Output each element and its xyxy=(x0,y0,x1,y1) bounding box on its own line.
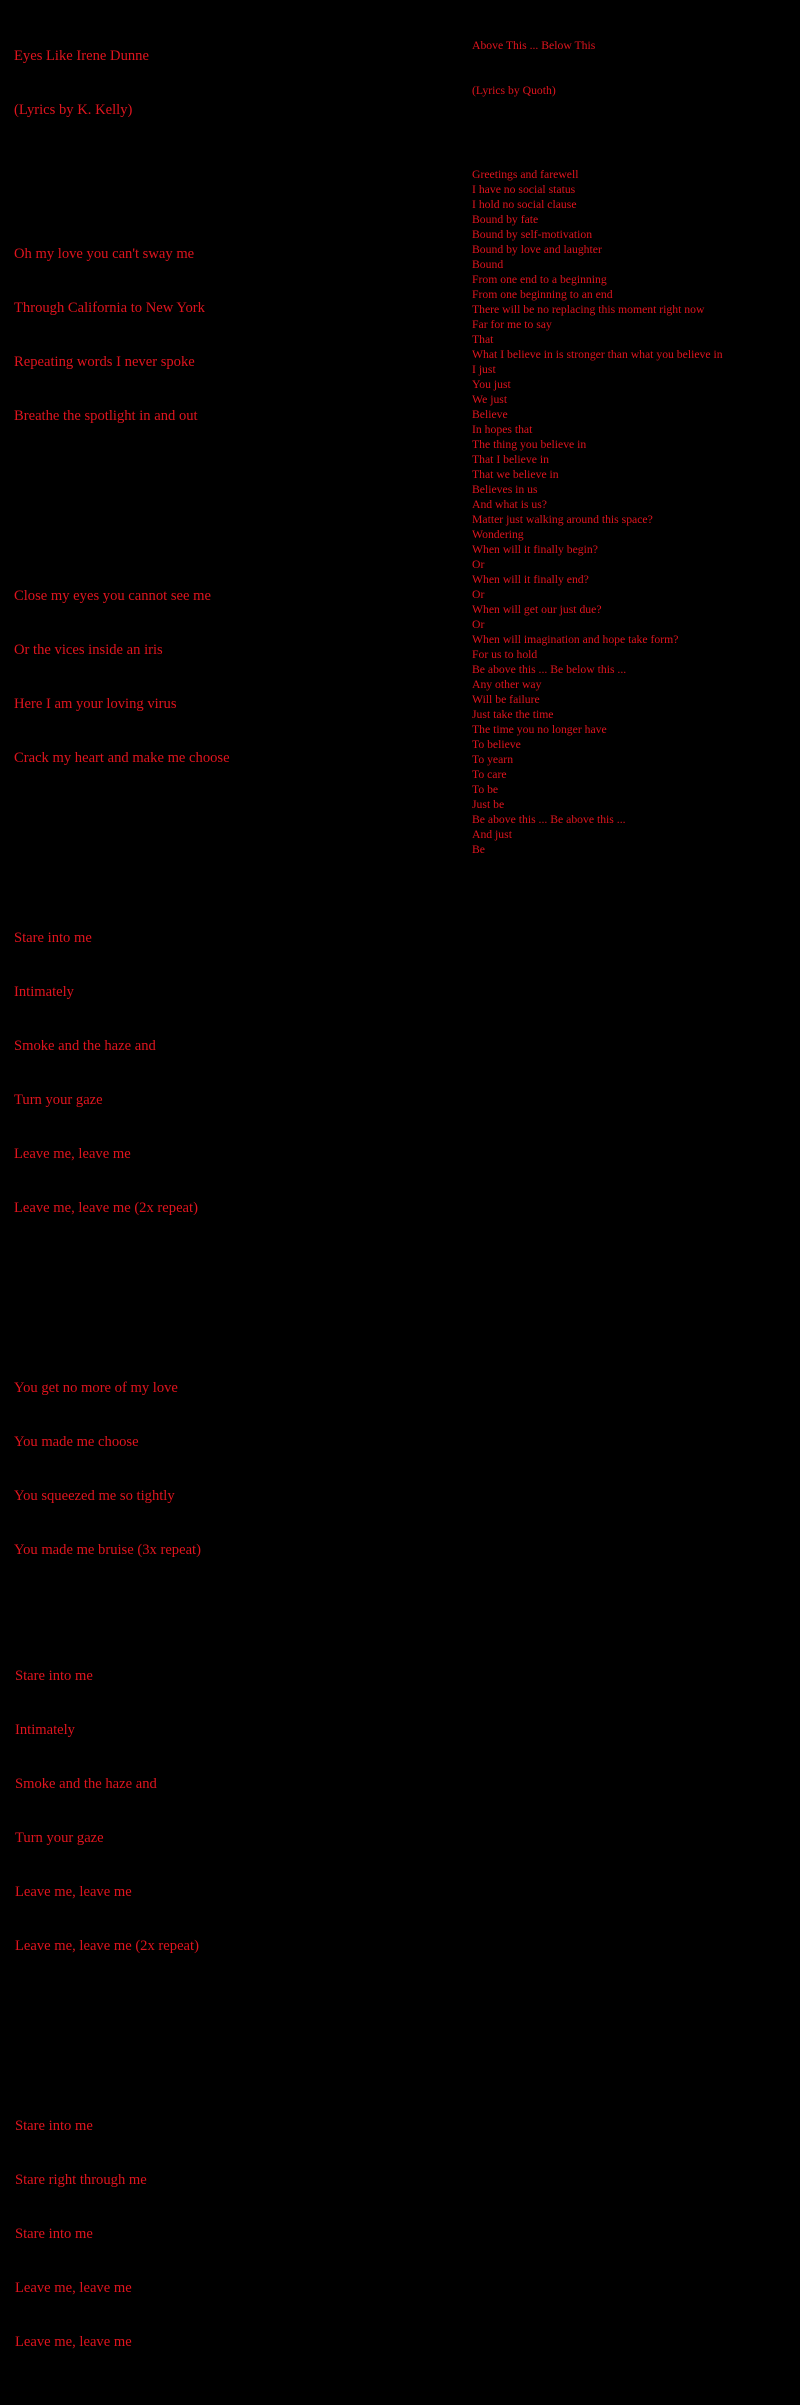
lyric-line: Oh my love you can't sway me xyxy=(14,246,195,262)
lyric-line: Smoke and the haze and xyxy=(15,1776,157,1792)
lyric-line: Be xyxy=(472,843,485,856)
lyric-line: That we believe in xyxy=(472,468,559,481)
lyric-line: Here I am your loving virus xyxy=(14,696,177,712)
lyric-line: Turn your gaze xyxy=(15,1830,104,1846)
lyric-line: Close my eyes you cannot see me xyxy=(14,588,211,604)
lyric-line: Leave me, leave me xyxy=(15,2280,132,2296)
lyric-line: Repeating words I never spoke xyxy=(14,354,195,370)
stanza-3 xyxy=(14,893,230,1253)
lyric-line: I have no social status xyxy=(472,183,576,196)
lyric-line: When will it finally end? xyxy=(472,573,589,586)
lyric-line: From one beginning to an end xyxy=(472,288,613,301)
lyric-line: You squeezed me so tightly xyxy=(14,1488,175,1504)
stanza-2 xyxy=(14,551,230,803)
right-lyrics-column xyxy=(472,8,723,872)
lyric-line: That xyxy=(472,333,494,346)
lyric-line: Breathe the spotlight in and out xyxy=(14,408,198,424)
stanza-4 xyxy=(14,1343,230,1595)
lyric-line: When will imagination and hope take form? xyxy=(472,633,679,646)
lyric-line: And just xyxy=(472,828,512,841)
lyric-line: Bound xyxy=(472,258,504,271)
lyric-line: In hopes that xyxy=(472,423,533,436)
lyric-line: Any other way xyxy=(472,678,542,691)
lyric-line: For us to hold xyxy=(472,648,538,661)
lyric-line: You made me choose xyxy=(14,1434,139,1450)
lyric-line: To be xyxy=(472,783,499,796)
lyric-line: There will be no replacing this moment right now xyxy=(472,303,705,316)
song-title: Above This ... Below This xyxy=(472,39,596,52)
lyric-line: I hold no social clause xyxy=(472,198,577,211)
lyric-line: Bound by self-motivation xyxy=(472,228,593,241)
lyric-line: To yearn xyxy=(472,753,514,766)
lyric-line: Matter just walking around this space? xyxy=(472,513,653,526)
lyric-line: Stare right through me xyxy=(15,2172,147,2188)
lyric-line: You get no more of my love xyxy=(14,1380,178,1396)
song-credit: (Lyrics by Quoth) xyxy=(472,84,556,97)
lyric-line: Will be failure xyxy=(472,693,540,706)
lyric-lines xyxy=(472,167,723,857)
lyric-line: We just xyxy=(472,393,508,406)
lyric-line: The time you no longer have xyxy=(472,723,607,736)
lyric-line: Intimately xyxy=(15,1722,75,1738)
lyric-line: To believe xyxy=(472,738,521,751)
lyric-line: Far for me to say xyxy=(472,318,552,331)
lyric-line: That I believe in xyxy=(472,453,549,466)
lyric-line: Crack my heart and make me choose xyxy=(14,750,230,766)
lyric-line: Leave me, leave me xyxy=(15,2334,132,2350)
lyric-line: Just take the time xyxy=(472,708,554,721)
lyric-line: Or xyxy=(472,558,485,571)
lyric-line: When will it finally begin? xyxy=(472,543,598,556)
left-lyrics-column xyxy=(14,11,230,2405)
lyric-line: Greetings and farewell xyxy=(472,168,579,181)
lyric-line: Be above this ... Be above this ... xyxy=(472,813,626,826)
stanza-6 xyxy=(15,2081,230,2387)
lyric-line: You just xyxy=(472,378,511,391)
song-credit: (Lyrics by K. Kelly) xyxy=(14,102,133,118)
lyric-line: Or xyxy=(472,618,485,631)
lyric-line: The thing you believe in xyxy=(472,438,587,451)
song-title: Eyes Like Irene Dunne xyxy=(14,48,149,64)
lyric-line: Through California to New York xyxy=(14,300,205,316)
lyric-line: Be above this ... Be below this ... xyxy=(472,663,627,676)
lyric-line: And what is us? xyxy=(472,498,547,511)
lyric-line: Stare into me xyxy=(15,2118,93,2134)
lyric-line: Believes in us xyxy=(472,483,538,496)
lyric-line: Or xyxy=(472,588,485,601)
lyric-line: Believe xyxy=(472,408,508,421)
stanza-1 xyxy=(14,209,230,461)
lyric-line: To care xyxy=(472,768,507,781)
lyric-line: Just be xyxy=(472,798,505,811)
lyric-line: Leave me, leave me xyxy=(15,1884,132,1900)
lyric-line: Wondering xyxy=(472,528,524,541)
lyric-line: Smoke and the haze and xyxy=(14,1038,156,1054)
lyric-line: Stare into me xyxy=(15,2226,93,2242)
lyric-line: I just xyxy=(472,363,496,376)
lyric-line: Stare into me xyxy=(14,930,92,946)
lyric-line: Or the vices inside an iris xyxy=(14,642,163,658)
lyric-line: Bound by love and laughter xyxy=(472,243,602,256)
lyric-line: Stare into me xyxy=(15,1668,93,1684)
lyric-line: From one end to a beginning xyxy=(472,273,607,286)
lyric-line: When will get our just due? xyxy=(472,603,602,616)
lyric-line: Intimately xyxy=(14,984,74,1000)
lyric-line: Bound by fate xyxy=(472,213,539,226)
lyric-line: Turn your gaze xyxy=(14,1092,103,1108)
lyric-line: Leave me, leave me (2x repeat) xyxy=(15,1938,199,1954)
lyric-line: What I believe in is stronger than what you believe in xyxy=(472,348,723,361)
lyric-line: Leave me, leave me xyxy=(14,1146,131,1162)
stanza-5 xyxy=(15,1631,230,1991)
lyric-line: You made me bruise (3x repeat) xyxy=(14,1542,201,1558)
lyric-line: Leave me, leave me (2x repeat) xyxy=(14,1200,198,1216)
